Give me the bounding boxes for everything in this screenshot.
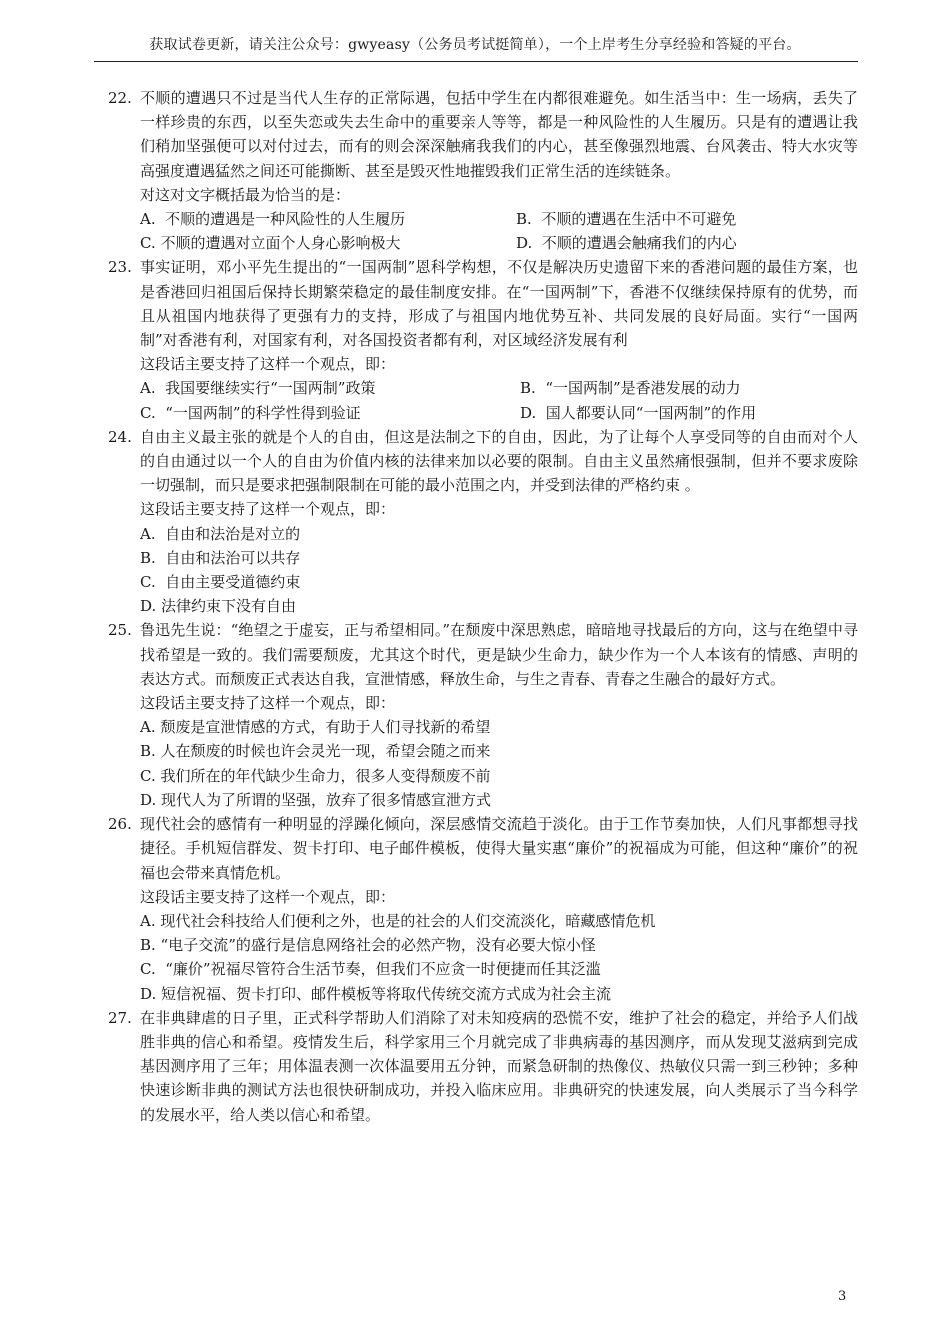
question-number: 22.: [108, 89, 132, 107]
question-prompt: 这段话主要支持了这样一个观点，即：: [140, 500, 396, 519]
page-number: 3: [838, 1289, 847, 1304]
question-stem: 事实证明，邓小平先生提出的“一国两制”恩科学构想，不仅是解决历史遗留下来的香港问题的最佳方案，也是香港回归祖国后保持长期繁荣稳定的最佳制度安排。在“一国两制”下，香港不仅继续保持原有的优势，而且从祖国内地获得了更强有力的支持，形成了与祖国内地优势互补、共同发展的良好局面。实行“一国两制”对香港有利，对国家有利，对各国投资者都有利，对区域经济发展有利: [140, 258, 858, 350]
page-header-notice: 获取试卷更新，请关注公众号：gwyeasy（公务员考试挺简单），一个上岸考生分享经验和答疑的平台。: [149, 37, 801, 53]
question-list: [108, 86, 858, 1127]
option-b: B. 不顺的遭遇在生活中不可避免: [516, 210, 737, 229]
option-d: D. 国人都要认同“一国两制”的作用: [520, 403, 757, 422]
question-number: 24.: [108, 427, 132, 446]
option-b: B. “电子交流”的盛行是信息网络社会的必然产物，没有必要大惊小怪: [140, 936, 596, 955]
option-b: B. “一国两制”是香港发展的动力: [520, 379, 741, 398]
question-stem: 自由主义最主张的就是个人的自由，但这是法制之下的自由，因此，为了让每个人享受同等的自由而对个人的自由通过以一个人的自由为价值内核的法律来加以必要的限制。自由主义虽然痛恨强制，但并不要求废除一切强制，而只是要求把强制限制在可能的最小范围之内，并受到法律的严格约束 。: [140, 427, 858, 495]
option-d: D. 现代人为了所谓的坚强，放弃了很多情感宣泄方式: [140, 790, 492, 809]
question-prompt: 对这对文字概括最为恰当的是：: [140, 185, 351, 204]
option-d: D. 法律约束下没有自由: [140, 597, 297, 616]
question-25: [108, 618, 858, 812]
header-divider: [94, 61, 858, 62]
question-number: 26.: [108, 815, 132, 834]
question-23: [108, 255, 858, 424]
option-b: B. 自由和法治可以共存: [140, 548, 301, 567]
option-c: C. 自由主要受道德约束: [140, 573, 301, 592]
option-a: A. 现代社会科技给人们便利之外，也是的社会的人们交流淡化，暗藏感情危机: [140, 911, 656, 930]
question-number: 25.: [108, 621, 132, 640]
option-grid: [138, 376, 858, 424]
question-prompt: 这段话主要支持了这样一个观点，即：: [140, 887, 396, 906]
option-c: C. 不顺的遭遇对立面个人身心影响极大: [140, 234, 401, 253]
question-24: [108, 425, 858, 619]
question-stem: 在非典肆虐的日子里，正式科学帮助人们消除了对未知疫病的恐慌不安，维护了社会的稳定，并给予人们战胜非典的信心和希望。疫情发生后，科学家用三个月就完成了非典病毒的基因测序，而从发现艾滋病到完成基因测序用了三年；用体温表测一次体温要用五分钟，而紧急研制的热像仪、热敏仪只需一到三秒钟；多种快速诊断非典的测试方法也很快研制成功，并投入临床应用。非典研究的快速发展，向人类展示了当今科学的发展水平，给人类以信心和希望。: [140, 1008, 858, 1124]
option-a: A. 自由和法治是对立的: [140, 524, 301, 543]
question-26: [108, 812, 858, 1006]
question-stem: 鲁迅先生说：“绝望之于虚妄，正与希望相同。”在颓废中深思熟虑，暗暗地寻找最后的方向，这与在绝望中寻找希望是一致的。我们需要颓废，尤其这个时代，更是缺少生命力，缺少作为一个人本该有的情感、声明的表达方式。而颓废正式表达自我，宣泄情感，释放生命，与生之青春、青春之生融合的最好方式。: [140, 621, 858, 688]
option-d: D. 不顺的遭遇会触痛我们的内心: [516, 234, 737, 253]
question-prompt: 这段话主要支持了这样一个观点，即：: [140, 694, 396, 713]
question-prompt: 这段话主要支持了这样一个观点，即：: [140, 355, 396, 374]
question-number: 27.: [108, 1008, 132, 1027]
option-a: A. 不顺的遭遇是一种风险性的人生履历: [140, 210, 406, 229]
question-stem: 不顺的遭遇只不过是当代人生存的正常际遇，包括中学生在内都很难避免。如生活当中：生一场病，丢失了一样珍贵的东西，以至失恋或失去生命中的重要亲人等等，都是一种风险性的人生履历。只是有的遭遇让我们稍加坚强便可以对付过去，而有的则会深深触痛我我们的内心，甚至像强烈地震、台风袭击、特大水灾等高强度遭遇猛然之间还可能撕断、甚至是毁灭性地摧毁我们正常生活的连续链条。: [140, 89, 858, 180]
option-a: A. 我国要继续实行“一国两制”政策: [140, 379, 376, 398]
option-c: C. “一国两制”的科学性得到验证: [140, 403, 361, 422]
option-b: B. 人在颓废的时候也许会灵光一现，希望会随之而来: [140, 742, 491, 761]
question-stem: 现代社会的感情有一种明显的浮躁化倾向，深层感情交流趋于淡化。由于工作节奏加快，人们凡事都想寻找捷径。手机短信群发、贺卡打印、电子邮件模板，使得大量实惠“廉价”的祝福成为可能，但这种“廉价”的祝福也会带来真情危机。: [140, 815, 858, 882]
option-d: D. 短信祝福、贺卡打印、邮件模板等将取代传统交流方式成为社会主流: [140, 984, 612, 1003]
question-27: [108, 1006, 858, 1127]
option-a: A. 颓废是宣泄情感的方式，有助于人们寻找新的希望: [140, 718, 491, 737]
option-c: C. 我们所在的年代缺少生命力，很多人变得颓废不前: [140, 766, 491, 785]
option-grid: [138, 207, 858, 255]
question-number: 23.: [108, 258, 132, 277]
option-c: C. “廉价”祝福尽管符合生活节奏，但我们不应贪一时便捷而任其泛滥: [140, 960, 601, 979]
question-22: [108, 86, 858, 255]
